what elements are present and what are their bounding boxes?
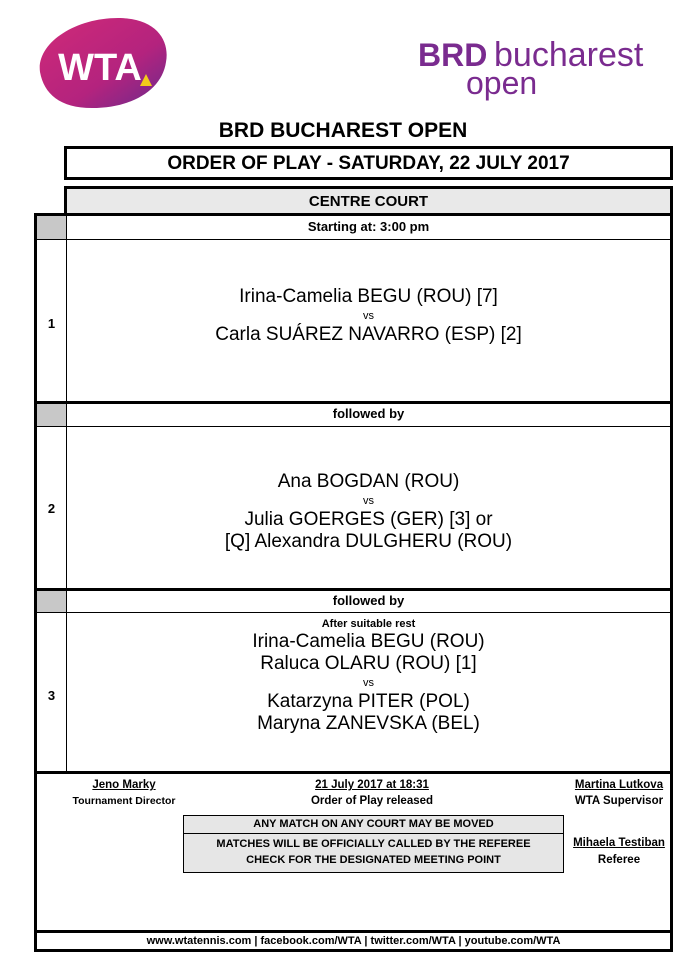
match-3 [67,617,670,735]
open-logo-text: open [466,65,538,101]
referee-name: Mihaela Testiban [573,837,665,849]
player-line: Julia GOERGES (GER) [3] or [244,509,493,530]
match-number: 2 [47,501,56,516]
brd-logo-text: BRD [418,37,488,73]
referee [565,837,673,866]
brd-bucharest-open-logo [414,28,654,108]
referee-role: Referee [597,854,641,866]
player-line: Irina-Camelia BEGU (ROU) [252,631,485,652]
wta-logo [34,14,170,112]
match-number: 3 [47,688,56,703]
gray-cell [37,591,66,612]
notice-meeting-line: CHECK FOR THE DESIGNATED MEETING POINT [246,854,501,866]
gray-cell [37,404,66,426]
release-datetime: 21 July 2017 at 18:31 [315,779,429,791]
tournament-director [61,779,187,807]
versus-label: vs [363,677,374,689]
row-divider [37,612,670,613]
court-name: CENTRE COURT [64,186,673,214]
match-1 [67,286,670,346]
wta-logo-graphic [34,14,170,112]
rest-note: After suitable rest [321,618,416,630]
player-line: [Q] Alexandra DULGHERU (ROU) [224,531,513,552]
player-line: Carla SUÁREZ NAVARRO (ESP) [2] [215,324,522,345]
versus-label: vs [363,310,374,322]
row-divider [37,426,670,427]
starting-time: Starting at: 3:00 pm [307,219,430,234]
player-line: Ana BOGDAN (ROU) [277,471,460,492]
row-divider [37,239,670,240]
supervisor-name: Martina Lutkova [574,779,664,791]
wta-logo-text: WTA [58,47,142,89]
schedule-grid [34,213,673,774]
release-label: Order of Play released [310,795,434,807]
director-name: Jeno Marky [92,779,156,791]
bucharest-logo-text: bucharest [494,36,644,74]
match-number: 1 [47,316,56,331]
brd-logo-graphic [414,28,654,108]
row-divider [37,401,670,404]
row-divider [37,588,670,591]
player-line: Irina-Camelia BEGU (ROU) [7] [239,286,498,307]
wta-supervisor [565,779,673,807]
footer-section [34,774,673,952]
notice-called-line: MATCHES WILL BE OFFICIALLY CALLED BY THE REFEREE [216,838,531,850]
social-links[interactable]: www.wtatennis.com | facebook.com/WTA | twitter.com/WTA | youtube.com/WTA [37,930,670,949]
notice-called [183,834,564,873]
followed-by-label: followed by [332,593,405,608]
tournament-title: BRD BUCHAREST OPEN [218,119,468,142]
gray-cell [37,216,66,239]
release-info [237,779,507,807]
versus-label: vs [363,495,374,507]
director-role: Tournament Director [72,795,176,807]
player-line: Maryna ZANEVSKA (BEL) [257,713,480,734]
notice-move: ANY MATCH ON ANY COURT MAY BE MOVED [183,815,564,834]
supervisor-role: WTA Supervisor [574,795,664,807]
player-line: Raluca OLARU (ROU) [1] [260,653,477,674]
followed-by-label: followed by [332,406,405,421]
order-of-play-header: ORDER OF PLAY - SATURDAY, 22 JULY 2017 [64,146,673,180]
player-line: Katarzyna PITER (POL) [267,691,470,712]
match-2 [67,471,670,553]
